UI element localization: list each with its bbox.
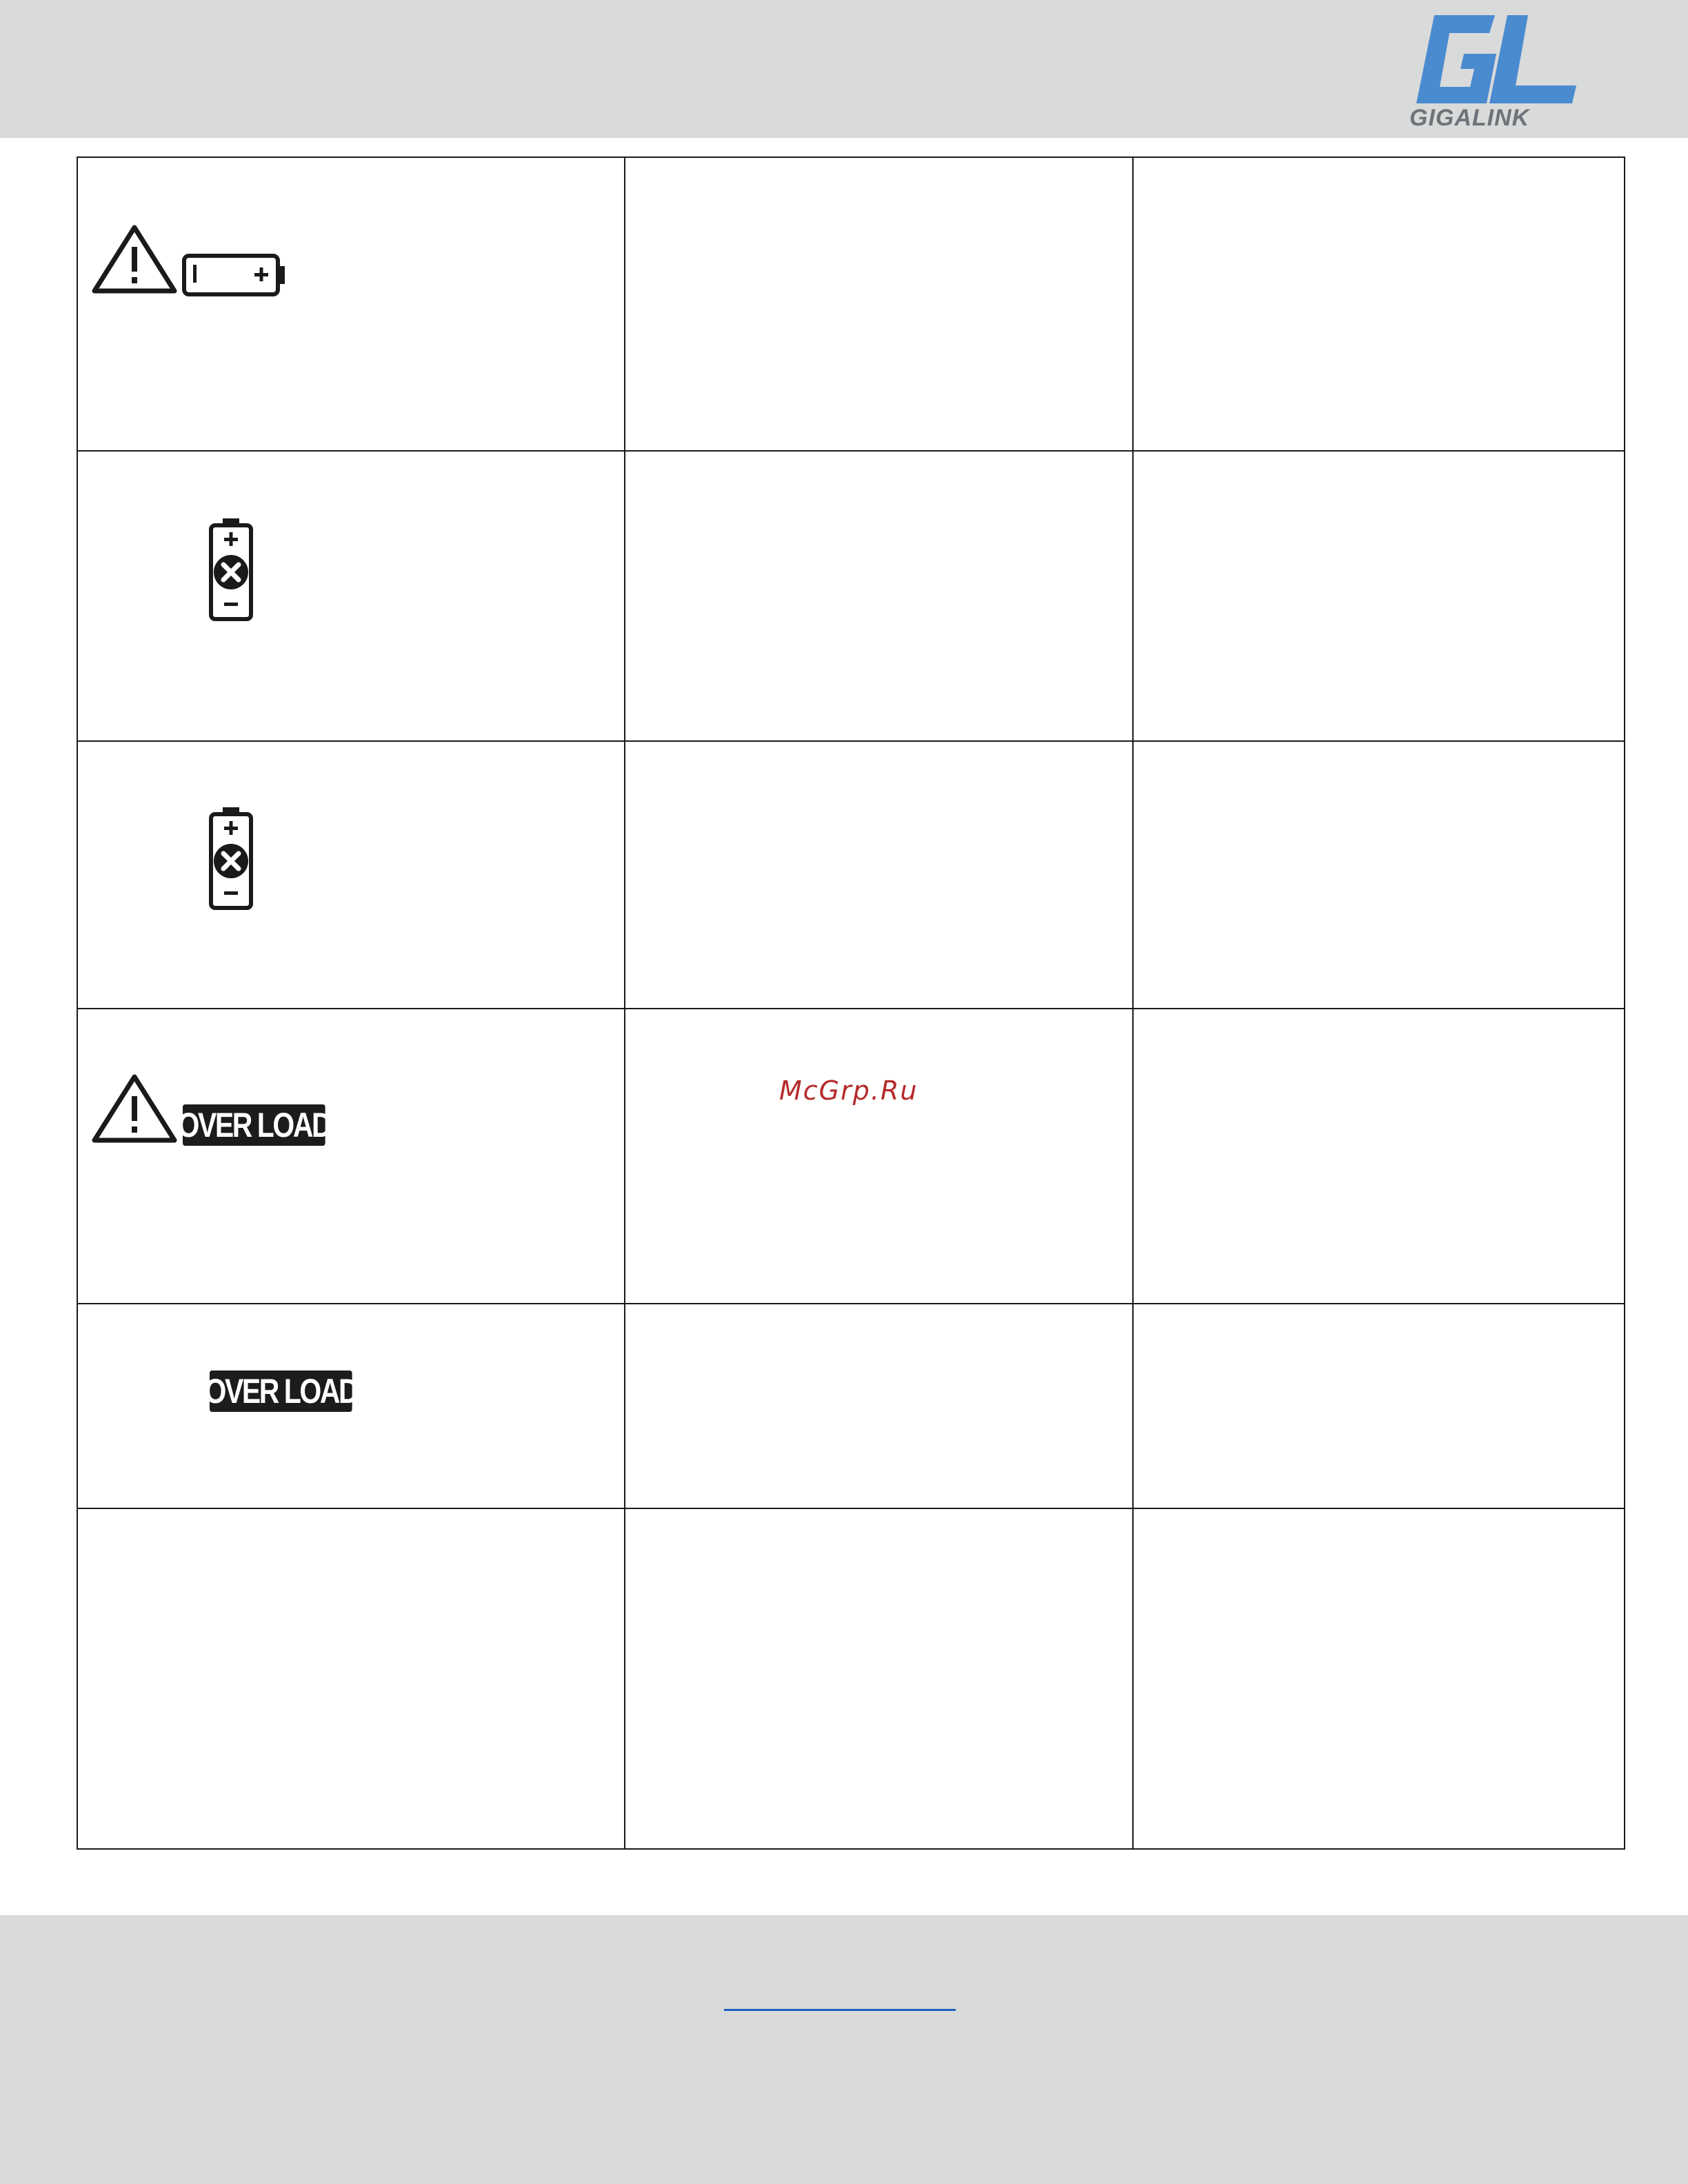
description-cell [625,157,1133,451]
icon-cell [77,451,625,740]
description-cell [625,741,1133,1009]
warning-triangle-icon [90,223,179,295]
action-cell [1133,1304,1625,1508]
action-cell [1133,1508,1625,1849]
table-row [77,741,1625,1009]
description-cell [625,1508,1133,1849]
battery-low-icon [181,252,286,298]
icon-cell [77,157,625,451]
table-row [77,1304,1625,1508]
action-cell [1133,157,1625,451]
description-cell [625,451,1133,740]
action-cell [1133,1009,1625,1304]
overload-badge: OVER LOAD [177,1105,331,1144]
icon-cell [77,1009,625,1304]
description-cell [625,1304,1133,1508]
watermark-text: McGrp.Ru [779,1075,918,1106]
brand-text: GIGALINK [1409,105,1530,128]
overload-badge: OVER LOAD [204,1372,358,1411]
gigalink-logo-icon [1407,12,1579,128]
description-cell [625,1009,1133,1304]
icon-cell [77,1508,625,1849]
table-row [77,451,1625,740]
table-row [77,1508,1625,1849]
footer-link[interactable] [724,1977,956,2011]
battery-fault-icon [208,806,254,911]
page-footer [0,1915,1688,2184]
battery-fault-icon [208,517,254,622]
table-row [77,157,1625,451]
icon-cell [77,1304,625,1508]
warning-triangle-icon [90,1073,179,1144]
page-header [0,0,1688,138]
table-row [77,1009,1625,1304]
gigalink-logo [1407,12,1579,128]
action-cell [1133,451,1625,740]
action-cell [1133,741,1625,1009]
icon-cell [77,741,625,1009]
status-table [77,156,1624,1850]
